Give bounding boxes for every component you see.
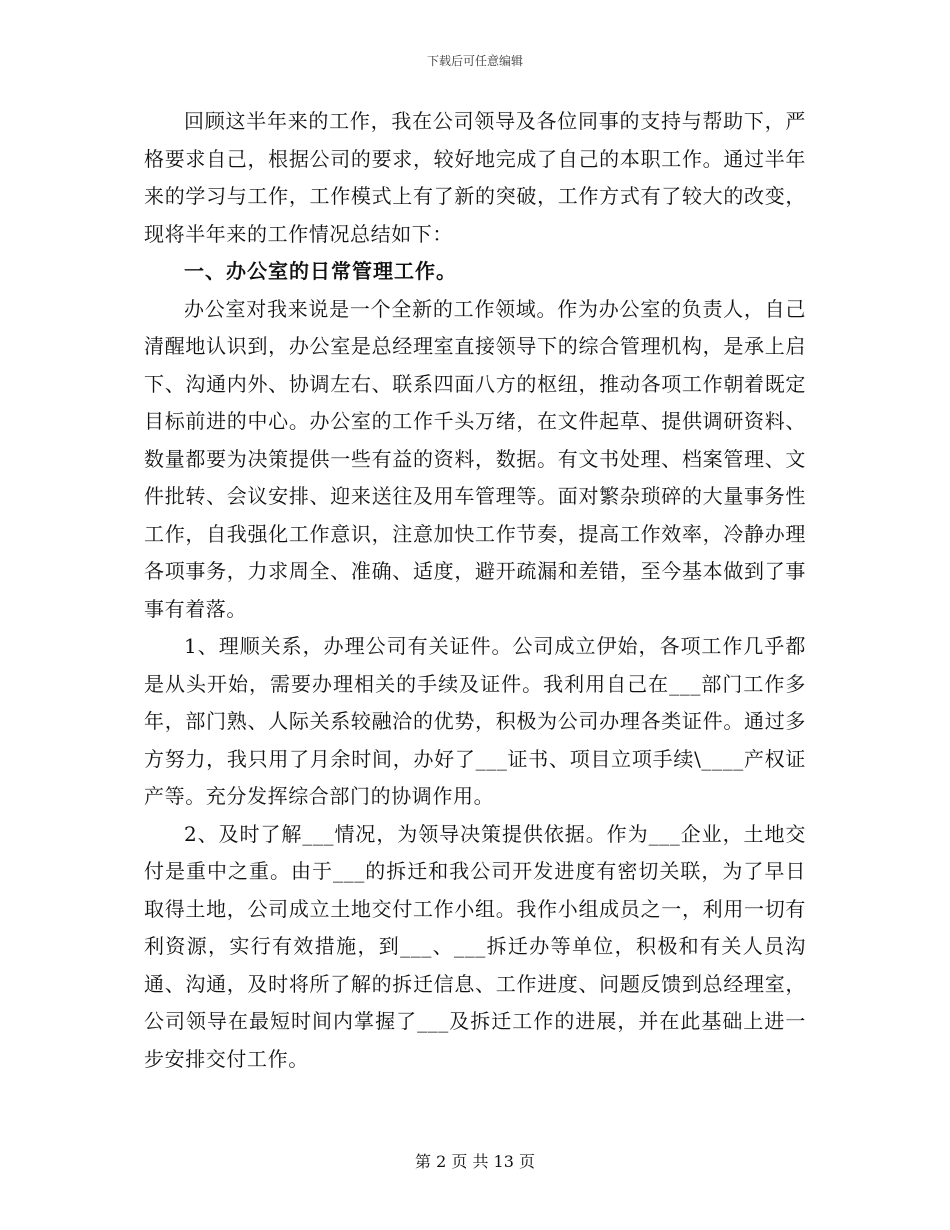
paragraph-intro: 回顾这半年来的工作，我在公司领导及各位同事的支持与帮助下，严格要求自己，根据公司的要求，较好地完成了自己的本职工作。通过半年来的学习与工作，工作模式上有了新的突破，工作方式有了较大的改变，现将半年来的工作情况总结如下： [144,109,806,246]
paragraph-item-2-land-delivery: 2、及时了解___情况，为领导决策提供依据。作为___企业，土地交付是重中之重。由于___的拆迁和我公司开发进度有密切关联，为了早日取得土地，公司成立土地交付工作小组。我作小组成员之一，利用一切有利资源，实行有效措施，到___、___拆迁办等单位，积极和有关人员沟通、沟通，及时将所了解的拆迁信息、工作进度、问题反馈到总经理室，公司领导在最短时间内掌握了___及拆迁工作的进展，并在此基础上进一步安排交付工作。 [144,821,806,1071]
paragraph-item-1-certificates: 1、理顺关系，办理公司有关证件。公司成立伊始，各项工作几乎都是从头开始，需要办理相关的手续及证件。我利用自己在___部门工作多年，部门熟、人际关系较融洽的优势，积极为公司办理各类证件。通过多方努力，我只用了月余时间，办好了___证书、项目立项手续\____产权证产等。充分发挥综合部门的协调作用。 [144,634,806,808]
page-number-footer: 第 2 页 共 13 页 [415,1152,535,1171]
section-heading-office-management: 一、办公室的日常管理工作。 [184,259,457,283]
page-header: 下载后可任意编辑 [426,54,523,68]
document-body [144,103,806,1078]
paragraph-office-overview: 办公室对我来说是一个全新的工作领域。作为办公室的负责人，自己清醒地认识到，办公室是总经理室直接领导下的综合管理机构，是承上启下、沟通内外、协调左右、联系四面八方的枢纽，推动各项工作朝着既定目标前进的中心。办公室的工作千头万绪，在文件起草、提供调研资料、数量都要为决策提供一些有益的资料，数据。有文书处理、档案管理、文件批转、会议安排、迎来送往及用车管理等。面对繁杂琐碎的大量事务性工作，自我强化工作意识，注意加快工作节奏，提高工作效率，冷静办理各项事务，力求周全、准确、适度，避开疏漏和差错，至今基本做到了事事有着落。 [144,296,806,621]
